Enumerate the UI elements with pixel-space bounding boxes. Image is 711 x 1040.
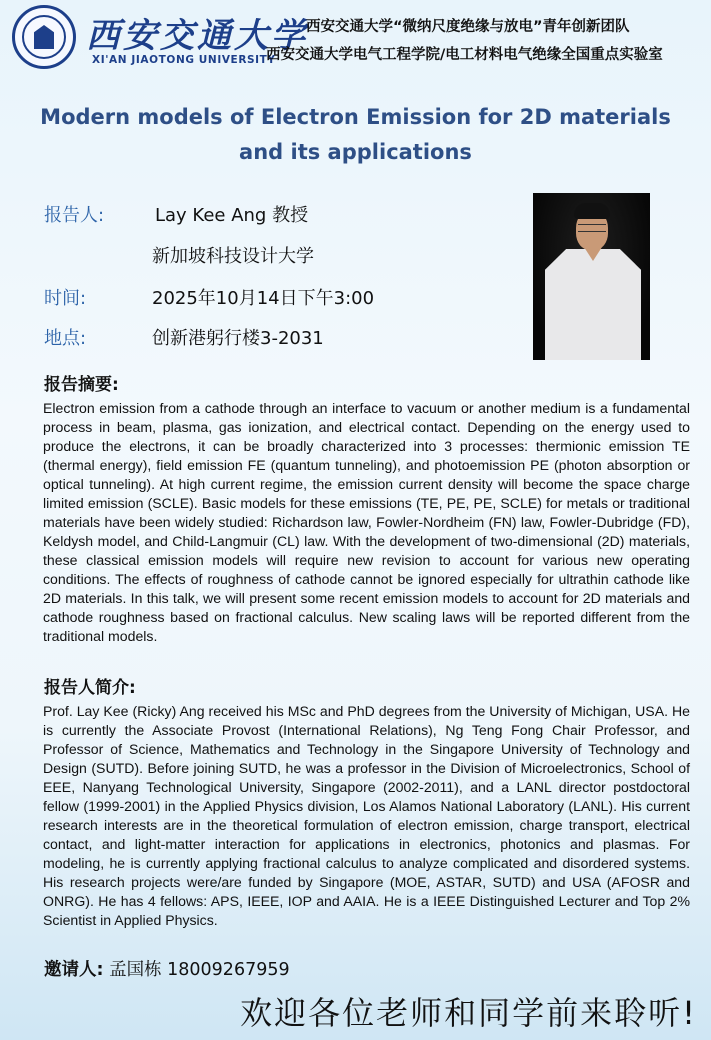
bio-heading: 报告人简介: — [44, 678, 136, 698]
university-name-cn: 西安交通大学 — [86, 16, 308, 56]
abstract-text: Electron emission from a cathode through an interface to vacuum or another medium is a fundamental process in beam, plasma, gas ionization, and electrical contact. Depending on the energy used to produce the electrons, it can be broadly characterized into 3 processes: thermionic emission TE (thermal energy), field emission FE (quantum tunneling), and photoemission PE (photon absorption or optical tunneling). At high current regime, the emission current density will become the space charge limited emission (SCLE). Basic models for these emissions (TE, PE, PE, SCLE) for metals or traditional materials have been widely studied: Richardson law, Fowler-Nordheim (FN) law, Fowler-Dubridge (FD), Keldysh model, and Child-Langmuir (CL) law. With the development of two-dimensional (2D) materials, these classical emission models will require new revision to account for various new operating conditions. The effects of roughness of cathode cannot be ignored especially for ultrathin cathode like 2D materials. In this talk, we will present some recent emission models to account for 2D materials and cathode roughness based on fractional calculus. New scaling laws will be reported different from the traditional models. — [43, 400, 690, 644]
bio-text: Prof. Lay Kee (Ricky) Ang received his MSc and PhD degrees from the University of Michigan, USA. He is currently the Associate Provost (International Relations), Ng Teng Fong Chair Professor, and Professor of Science, Mathematics and Technology in the Singapore University of Technology and Design (SUTD). Before joining SUTD, he was a professor in the Division of Microelectronics, School of EEE, Nanyang Technological University, Singapore (2002-2011), and a LANL director postdoctoral fellow (1999-2001) in the Applied Physics division, Los Alamos National Laboratory (LANL). His current research interests are in the theoretical formulation of electron emission, charge transport, electrical contact, and light-matter interaction for applications in electronics, photonics and plasmas. For modeling, he is currently applying fractional calculus to analyze complicated and disordered systems. His research projects were/are funded by Singapore (MOE, ASTAR, SUTD) and USA (AFOSR and ONRG). He has 4 fellows: APS, IEEE, IOP and AAIA. He is a IEEE Distinguished Lecturer and Top 2% Scientist in Applied Physics. — [43, 703, 690, 928]
place-label: 地点: — [44, 328, 87, 349]
inviter-label: 邀请人: — [44, 960, 104, 980]
time-label: 时间: — [44, 288, 87, 309]
university-seal-icon — [12, 5, 76, 69]
welcome-message: 欢迎各位老师和同学前来聆听! — [240, 994, 697, 1032]
talk-title-line1: Modern models of Electron Emission for 2D materials — [40, 105, 671, 129]
university-name-en: XI'AN JIAOTONG UNIVERSITY — [92, 54, 276, 66]
inviter-line — [44, 956, 290, 981]
talk-title — [40, 100, 671, 170]
lab-name: 西安交通大学电气工程学院/电工材料电气绝缘全国重点实验室 — [266, 47, 663, 63]
speaker-affiliation: 新加坡科技设计大学 — [152, 246, 314, 267]
speaker-photo — [533, 193, 650, 360]
time-value: 2025年10月14日下午3:00 — [152, 288, 375, 309]
inviter-value: 孟国栋 18009267959 — [109, 960, 290, 980]
speaker-label: 报告人: — [44, 205, 105, 226]
team-name: 西安交通大学“微纳尺度绝缘与放电”青年创新团队 — [306, 19, 630, 35]
talk-title-line2: and its applications — [239, 140, 472, 164]
abstract-heading: 报告摘要: — [44, 375, 119, 395]
header-banner — [0, 0, 711, 78]
place-value: 创新港躬行楼3-2031 — [152, 328, 324, 349]
speaker-name: Lay Kee Ang 教授 — [155, 205, 309, 226]
